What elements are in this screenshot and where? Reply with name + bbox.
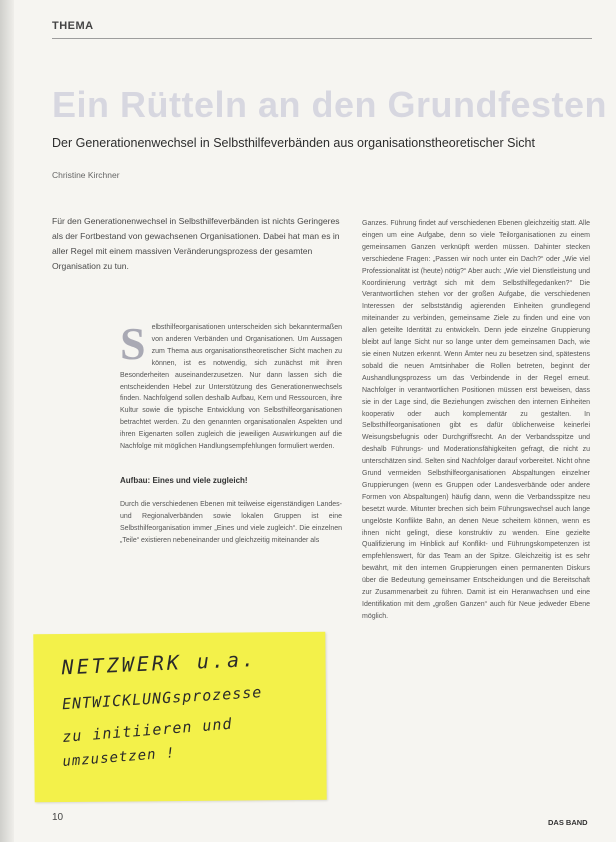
section-subheading: Aufbau: Eines und viele zugleich! (120, 475, 248, 485)
header-divider (52, 38, 592, 39)
article-subtitle: Der Generationenwechsel in Selbsthilfeverbänden aus organisationstheoretischer Sicht (52, 136, 535, 150)
section-label: THEMA (52, 20, 94, 32)
article-author: Christine Kirchner (52, 170, 120, 180)
page-number: 10 (52, 812, 64, 823)
drop-cap: S (120, 318, 146, 369)
sticky-note-line-4: umzusetzen ! (61, 745, 176, 770)
article-lead: Für den Generationenwechsel in Selbsthilfeverbänden ist nichts Geringeres als der Fortbestand von gewachsenen Organisationen. Dabei hat man es in aller Regel mit einem massiven Veränderungsprozess der gesamten Organisation zu tun. (52, 216, 340, 271)
sticky-note-line-3: zu initiieren und (61, 714, 234, 746)
page-binding-shadow (0, 0, 14, 842)
article-title: Ein Rütteln an den Grundfesten (52, 84, 608, 125)
sticky-note-line-1: NETZWERK u.a. (61, 646, 258, 680)
paragraph-aufbau: Durch die verschiedenen Ebenen mit teilweise eigenständigen Landes- und Regionalverbänden sowie lokalen Gruppen ist eine Selbsthilfeorganisation immer „Eines und viele zugleich“. Die einzelnen „Teile“ existieren nebeneinander und gleichzeitig miteinander als (120, 500, 342, 544)
magazine-name: DAS BAND (548, 818, 588, 827)
body-column-left (120, 318, 342, 547)
sticky-note-line-2: ENTWICKLUNGsprozesse (61, 683, 263, 714)
paragraph-continuation: Ganzes. Führung findet auf verschiedenen Ebenen gleichzeitig statt. Alle eingen um eine Aufgabe, denn so viele Teilorganisationen zu einem gemeinsamen Ganzen verknüpft werden müssen. Dahinter stecken verschiedene Fragen: „Passen wir noch unter ein Dach?“ oder „Wie viel Professionalität ist (heute) nötig?“ Aber auch: „Wie viel Dienstleistung und Koordinierung verträgt sich mit dem Selbsthilfegedanken?“ Die Verantwortlichen stehen vor der großen Aufgabe, die verschiedenen Interessen der selbstständig agierenden Einheiten grundlegend miteinander zu verbinden, gemeinsame Ziele zu finden und eine von allen geteilte Identität zu entwickeln. Denn jede einzelne Gruppierung bleibt auf lange Sicht nur so lange unter dem gemeinsamen Dach, wie sie einen Nutzen erkennt. Wenn Ämter neu zu besetzen sind, spätestens sobald die neuen Amtsinhaber die Rollen betreten, beginnt der Aushandlungsprozess um das Verbindende in der Regel erneut. Nachfolger in verantwortlichen Positionen müssen erst beweisen, dass sie in der Lage sind, die Beziehungen zwischen den internen Einheiten kooperativ oder auch komplementär zu gestalten. In Selbsthilfeorganisationen gibt es dafür üblicherweise keinerlei Weisungsbefugnis oder Durchgriffsrecht. An der Verbandsspitze und deshalb Führungs- und Moderationsfähigkeiten gefragt, die nicht zu unterschätzen sind. Selten sind Nachfolger darauf vorbereitet. Nicht ohne Grund vermeiden Selbsthilfeorganisationen Abspaltungen einzelner Gruppierungen (wenn es Gruppen oder Landesverbände oder andere Formen von Abspaltungen) häufig dann, wenn die Verbandsspitze neu besetzt wurde. Mitunter brechen sich beim Führungswechsel auch lange ungelöste Konflikte Bahn, an denen Neue scheitern können, wenn es ihnen nicht gelingt, diese konstruktiv zu wenden. Eine gezielte Qualifizierung im Hinblick auf Konflikt- und Führungskompetenzen ist empfehlenswert, für das Team an der Spitze. Gleichzeitig ist es sehr bewährt, mit den internen Gruppierungen einen permanenten Diskurs über die Bedeutung gemeinsamer Entscheidungen und die Bereitschaft zur Zusammenarbeit zu führen. Damit ist ein Heranwachsen und eine Identifikation mit dem „großen Ganzen“ auch für Neue jedweder Ebene möglich. (362, 220, 591, 620)
body-column-right (362, 218, 590, 623)
paragraph-intro-text: elbsthilfeorganisationen unterscheiden sich bekanntermaßen von anderen Verbänden und Organisationen. Um Aussagen zum Thema aus organisationstheoretischer Sicht machen zu können, ist es notwendig, sich zunächst mit ihren Besonderheiten auseinanderzusetzen. Nur dann lassen sich die entscheidenden Hebel zur Unterstützung des Generationenwechsels finden. Nachfolgend sollen deshalb Aufbau, Kern und Ressourcen, ihre Kultur sowie die typische Entwicklung von Selbsthilfeorganisationen betrachtet werden. Zu den genannten organisationalen Aspekten und ihren Eigenarten sollen zugleich die jeweiligen Auswirkungen auf die Nachfolge mit möglichen Handlungsempfehlungen formuliert werden. (120, 324, 342, 451)
paragraph-intro (120, 318, 342, 453)
sticky-note (33, 632, 326, 803)
